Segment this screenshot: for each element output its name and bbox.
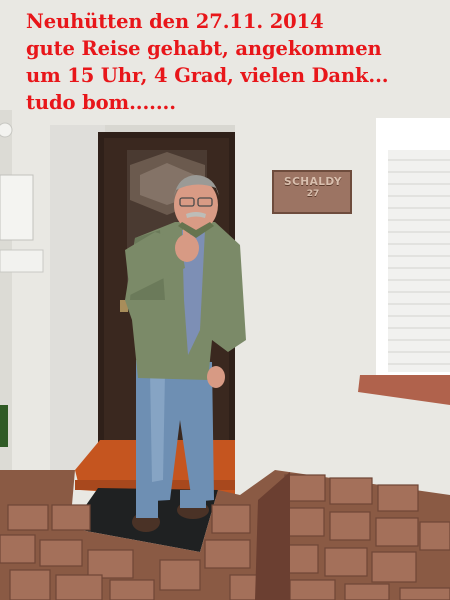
caption-line: Neuhütten den 27.11. 2014 <box>26 10 324 33</box>
caption-line: um 15 Uhr, 4 Grad, vielen Dank... <box>26 64 389 87</box>
window-shutter <box>388 150 450 372</box>
plaque-name: SCHALDY <box>284 176 342 188</box>
house-plaque-text <box>276 176 350 200</box>
recess-left-side <box>50 125 105 470</box>
plaque-number: 27 <box>306 189 320 199</box>
caption-line: gute Reise gehabt, angekommen <box>26 37 382 60</box>
mailbox <box>0 175 33 240</box>
wall-lamp <box>0 123 12 137</box>
caption-line: tudo bom....... <box>26 91 176 114</box>
plant <box>0 405 8 447</box>
caption <box>26 8 446 116</box>
